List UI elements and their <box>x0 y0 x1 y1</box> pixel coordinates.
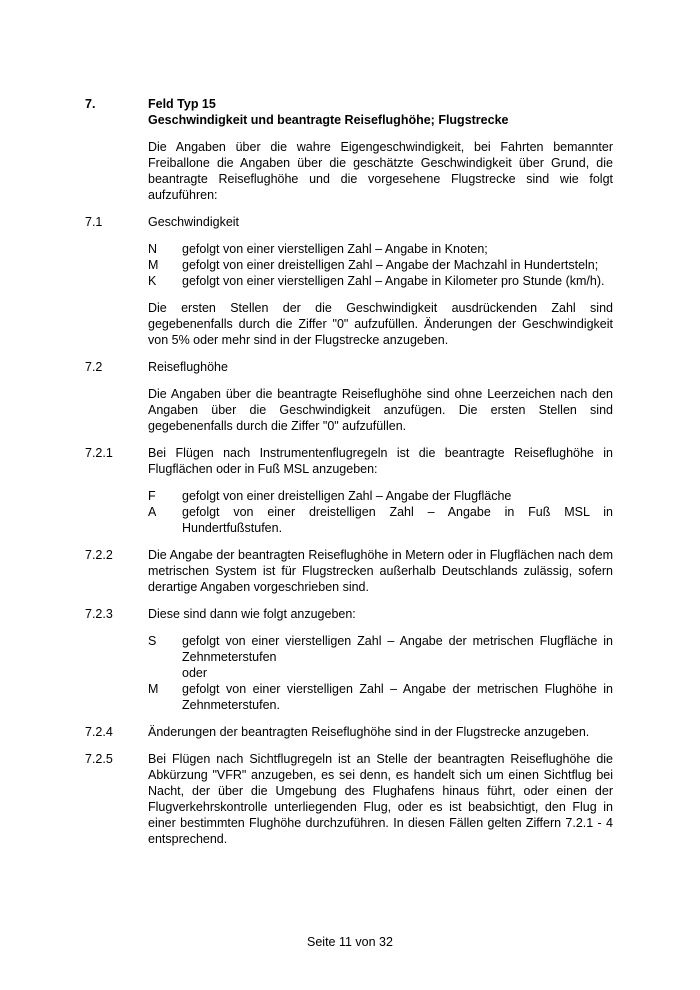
section-7-1-title: Geschwindigkeit <box>148 215 240 229</box>
section-7-2-3 <box>85 606 613 622</box>
section-7-2-4-body-text: Änderungen der beantragten Reiseflughöhe sind in der Flugstrecke anzugeben. <box>148 725 590 739</box>
section-7-2-4-number: 7.2.4 <box>85 725 113 739</box>
section-7-heading <box>85 96 613 128</box>
list-item-A <box>148 504 613 536</box>
item-letter: F <box>148 489 156 503</box>
speed-code-items <box>148 241 613 289</box>
section-7-number: 7. <box>85 97 96 111</box>
list-item-F <box>148 488 613 504</box>
section-7-1-note-text: Die ersten Stellen der die Geschwindigkeit ausdrückenden Zahl sind gegebenenfalls durch die Ziffer "0" aufzufüllen. Änderungen der Geschwindigkeit von 5% oder mehr sind in der Flugstrecke anzugeben. <box>148 301 613 347</box>
item-letter: M <box>148 258 159 272</box>
section-7-2-2 <box>85 547 613 595</box>
item-letter: A <box>148 505 157 519</box>
item-text: gefolgt von einer vierstelligen Zahl – Angabe der metrischen Flugfläche in Zehnmeterstufen <box>182 634 613 664</box>
item-text: gefolgt von einer dreistelligen Zahl – Angabe der Machzahl in Hundertsteln; <box>182 258 599 272</box>
section-7-2-2-number: 7.2.2 <box>85 548 113 562</box>
gutter <box>85 633 148 713</box>
section-7-1-note <box>85 300 613 348</box>
gutter <box>85 300 148 348</box>
item-text: gefolgt von einer vierstelligen Zahl – Angabe in Kilometer pro Stunde (km/h). <box>182 274 605 288</box>
gutter <box>85 241 148 289</box>
item-letter: M <box>148 682 159 696</box>
metric-code-items <box>148 633 613 713</box>
section-7-1-heading <box>85 214 613 230</box>
gutter <box>85 488 148 536</box>
section-7-2-4 <box>85 724 613 740</box>
altitude-code-items <box>148 488 613 536</box>
section-7-2-number: 7.2 <box>85 360 103 374</box>
speed-code-list <box>85 241 613 289</box>
section-7-2-1 <box>85 445 613 477</box>
list-item-M <box>148 257 613 273</box>
section-7-2-3-number: 7.2.3 <box>85 607 113 621</box>
list-item-M2 <box>148 681 613 713</box>
section-7-1-number: 7.1 <box>85 215 103 229</box>
item-text-wrap <box>182 633 613 681</box>
item-letter: N <box>148 242 158 256</box>
gutter <box>85 386 148 434</box>
section-7-2-body-text: Die Angaben über die beantragte Reiseflughöhe sind ohne Leerzeichen nach den Angaben über die Geschwindigkeit anzufügen. Die ersten Stellen sind gegebenenfalls durch die Ziffer "0" aufzufüllen. <box>148 387 613 433</box>
section-7-title-line2: Geschwindigkeit und beantragte Reiseflughöhe; Flugstrecke <box>148 113 509 127</box>
gutter <box>85 139 148 203</box>
section-7-2-5-number: 7.2.5 <box>85 752 113 766</box>
page-footer: Seite 11 von 32 <box>307 935 393 949</box>
section-7-2-1-number: 7.2.1 <box>85 446 113 460</box>
section-7-2-heading <box>85 359 613 375</box>
item-text: gefolgt von einer dreistelligen Zahl – Angabe in Fuß MSL in Hundertfußstufen. <box>182 505 613 535</box>
item-text: gefolgt von einer vierstelligen Zahl – Angabe der metrischen Flughöhe in Zehnmeterstufen. <box>182 682 613 712</box>
section-7-intro <box>85 139 613 203</box>
section-7-title <box>148 96 613 128</box>
section-7-2-title: Reiseflughöhe <box>148 360 228 374</box>
item-text: gefolgt von einer dreistelligen Zahl – Angabe der Flugfläche <box>182 489 512 503</box>
section-7-2-3-body-text: Diese sind dann wie folgt anzugeben: <box>148 607 356 621</box>
item-connector: oder <box>182 666 208 680</box>
section-7-2-5-body-text: Bei Flügen nach Sichtflugregeln ist an Stelle der beantragten Reiseflughöhe die Abkürzung "VFR" anzugeben, es sei denn, es handelt sich um einen Sichtflug bei Nacht, der über die Umgebung des Flughafens hinaus führt, oder einen der Flugverkehrskontrolle unterliegenden Flug, oder es ist beabsichtigt, den Flug in einer bestimmten Flughöhe durchzuführen. In diesen Fällen gelten Ziffern 7.2.1 - 4 entsprechend. <box>148 752 613 846</box>
list-item-K <box>148 273 613 289</box>
list-item-S <box>148 633 613 681</box>
section-7-2-5 <box>85 751 613 847</box>
list-item-N <box>148 241 613 257</box>
metric-code-list <box>85 633 613 713</box>
section-7-title-line1: Feld Typ 15 <box>148 97 216 111</box>
item-letter: S <box>148 634 157 648</box>
section-7-2-1-body-text: Bei Flügen nach Instrumentenflugregeln ist die beantragte Reiseflughöhe in Flugflächen oder in Fuß MSL anzugeben: <box>148 446 613 476</box>
section-7-intro-text: Die Angaben über die wahre Eigengeschwindigkeit, bei Fahrten bemannter Freiballone die Angaben über die geschätzte Geschwindigkeit über Grund, die beantragte Reiseflughöhe und die vorgesehene Flugstrecke sind wie folgt aufzuführen: <box>148 140 613 202</box>
altitude-code-list <box>85 488 613 536</box>
item-text: gefolgt von einer vierstelligen Zahl – Angabe in Knoten; <box>182 242 488 256</box>
item-letter: K <box>148 274 157 288</box>
section-7-2-2-body-text: Die Angabe der beantragten Reiseflughöhe in Metern oder in Flugflächen nach dem metrischen System ist für Flugstrecken außerhalb Deutschlands zulässig, sofern derartige Angaben vorgeschrieben sind. <box>148 548 613 594</box>
section-7-2-body <box>85 386 613 434</box>
